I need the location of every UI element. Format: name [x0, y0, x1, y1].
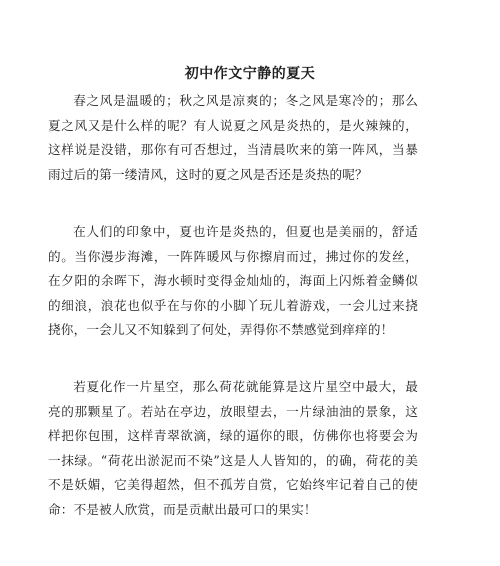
document-title: 初中作文宁静的夏天 — [184, 66, 316, 82]
paragraph-2: 在人们的印象中，夏也许是炎热的，但夏也是美丽的，舒适的。当你漫步海滩，一阵阵暖风与你擦肩而过，拂过你的发丝，在夕阳的余晖下，海水顿时变得金灿灿的，海面上闪烁着金鳞似的细浪，浪花也似乎在与你的小脚丫玩儿着游戏，一会儿过来挠挠你，一会儿又不知躲到了何处，弄得你不禁感觉到痒痒的！ — [48, 224, 418, 337]
paragraph-1: 春之风是温暖的；秋之风是凉爽的；冬之风是寒冷的；那么夏之风又是什么样的呢？有人说夏之风是炎热的，是火辣辣的，这样说是没错，那你有可否想过，当清晨吹来的第一阵风，当暴雨过后的第一缕清风，这时的夏之风是否还是炎热的呢？ — [48, 93, 418, 182]
paragraph-3: 若夏化作一片星空，那么荷花就能算是这片星空中最大，最亮的那颗星了。若站在亭边，放眼望去，一片绿油油的景象，这样把你包围，这样青翠欲滴，绿的逼你的眼，仿佛你也将要会为一抹绿。“荷花出淤泥而不染”这是人人皆知的，的确，荷花的美不是妖媚，它美得超然，但不孤芳自赏，它始终牢记着自己的使命：不是被人欣赏，而是贡献出最可口的果实！ — [48, 379, 418, 517]
faded-next-paragraph — [48, 556, 418, 566]
